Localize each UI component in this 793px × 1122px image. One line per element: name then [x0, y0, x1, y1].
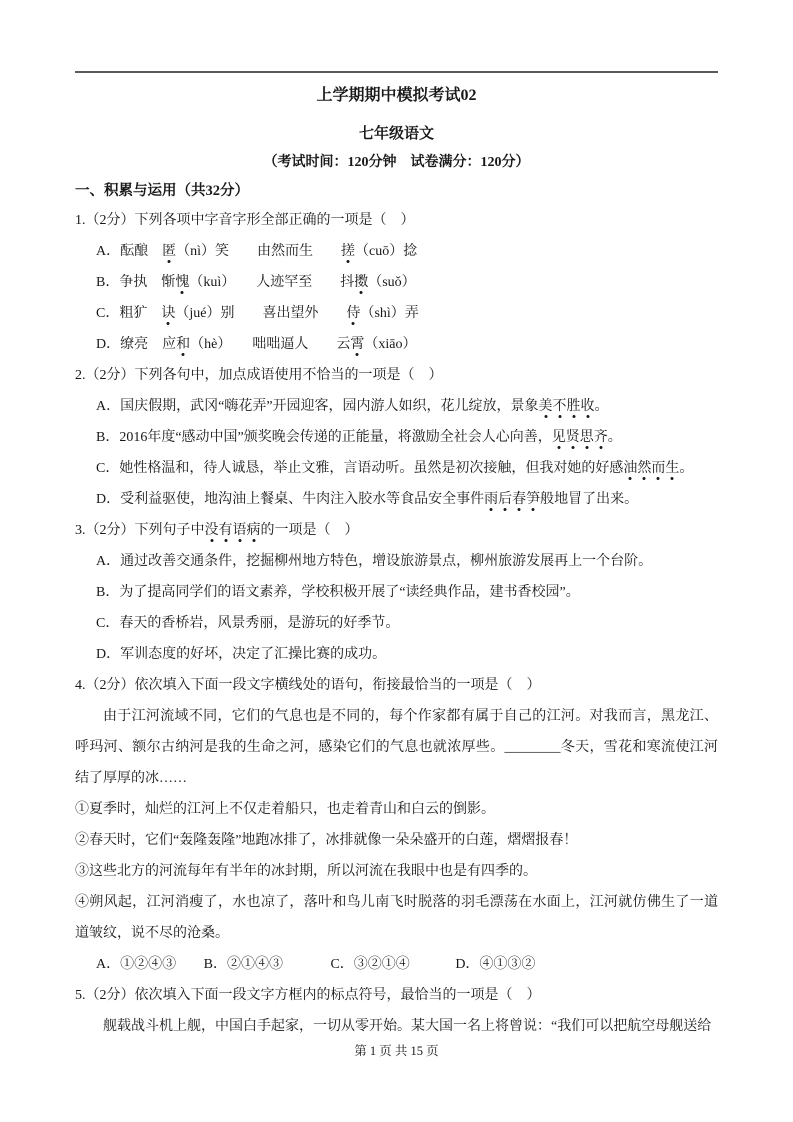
question-2-stem: 2.（2分）下列各句中，加点成语使用不恰当的一项是（ ） [75, 368, 443, 383]
question-4-choice-b: B．②①④③ [203, 957, 283, 972]
page-number-footer: 第 1 页 共 15 页 [354, 1044, 439, 1058]
page-subtitle: 七年级语文 [358, 126, 434, 142]
question-3-option-b: B．为了提高同学们的语文素养，学校积极开展了“读经典作品，建书香校园”。 [96, 585, 580, 600]
question-2-option-d: D．受利益驱使，地沟油上餐桌、牛肉注入胶水等食品安全事件雨后春笋般地冒了出来。 [75, 484, 718, 515]
question-4-sentence-4: ④朔风起，江河消瘦了，水也凉了，落叶和鸟儿南飞时脱落的羽毛漂荡在水面上，江河就仿佛生了一道道皱纹，说不尽的沧桑。 [75, 895, 718, 941]
question-1-option-b: B．争执 惭愧（kuì） 人迹罕至 抖擞（suǒ） [75, 267, 718, 298]
page-title: 上学期期中模拟考试02 [316, 87, 477, 104]
question-4-choices [75, 949, 718, 980]
question-4-choice-d: D．④①③② [455, 957, 536, 972]
question-3 [75, 515, 718, 670]
question-1 [75, 205, 718, 360]
question-5-stem: 5.（2分）依次填入下面一段文字方框内的标点符号，最恰当的一项是（ ） [75, 988, 541, 1003]
question-2 [75, 360, 718, 515]
section-heading: 一、积累与运用（共32分） [75, 183, 249, 199]
question-4-passage: 由于江河流域不同，它们的气息也是不同的，每个作家都有属于自己的江河。对我而言，黑龙江、呼玛河、额尔古纳河是我的生命之河，感染它们的气息也就浓厚些。________冬天，雪花和寒流使江河结了厚厚的冰…… [75, 709, 718, 786]
question-4-choice-c: C．③②①④ [330, 957, 410, 972]
question-3-option-c: C．春天的香桥岩，风景秀丽，是游玩的好季节。 [96, 616, 400, 631]
question-1-option-d: D．缭亮 应和（hè） 咄咄逼人 云霄（xiāo） [75, 329, 718, 360]
question-4-choice-a: A．①②④③ [96, 957, 177, 972]
header-divider [75, 71, 718, 73]
question-2-option-c: C．她性格温和，待人诚恳，举止文雅，言语动听。虽然是初次接触，但我对她的好感油然而生。 [75, 453, 718, 484]
question-1-option-c: C．粗犷 诀（jué）别 喜出望外 侍（shì）弄 [75, 298, 718, 329]
question-4-sentence-2: ②春天时，它们“轰隆轰隆”地跑冰排了，冰排就像一朵朵盛开的白莲，熠熠报春！ [75, 833, 578, 848]
question-1-stem: 1.（2分）下列各项中字音字形全部正确的一项是（ ） [75, 213, 415, 228]
question-4-stem: 4.（2分）依次填入下面一段文字横线处的语句，衔接最恰当的一项是（ ） [75, 678, 541, 693]
question-5 [75, 980, 718, 1042]
exam-info: （考试时间：120分钟 试卷满分：120分） [263, 155, 530, 170]
question-3-option-d: D．军训态度的好坏，决定了汇操比赛的成功。 [96, 647, 387, 662]
question-4 [75, 670, 718, 980]
question-2-option-b: B．2016年度“感动中国”颁奖晚会传递的正能量，将激励全社会人心向善，见贤思齐。 [75, 422, 718, 453]
question-4-sentence-1: ①夏季时，灿烂的江河上不仅走着船只，也走着青山和白云的倒影。 [75, 802, 495, 817]
question-1-option-a: A．酝酿 匿（nì）笑 由然而生 搓（cuō）捻 [75, 236, 718, 267]
question-4-sentence-3: ③这些北方的河流每年有半年的冰封期，所以河流在我眼中也是有四季的。 [75, 864, 537, 879]
question-2-option-a: A．国庆假期，武冈“嗨花弄”开园迎客，园内游人如织，花儿绽放，景象美不胜收。 [75, 391, 718, 422]
question-5-passage: 舰载战斗机上舰，中国白手起家，一切从零开始。某大国一名上将曾说：“我们可以把航空母舰送给 [103, 1019, 712, 1034]
question-3-stem: 3.（2分）下列句子中没有语病的一项是（ ） [75, 515, 718, 546]
question-3-option-a: A．通过改善交通条件，挖掘柳州地方特色，增设旅游景点，柳州旅游发展再上一个台阶。 [96, 554, 653, 569]
